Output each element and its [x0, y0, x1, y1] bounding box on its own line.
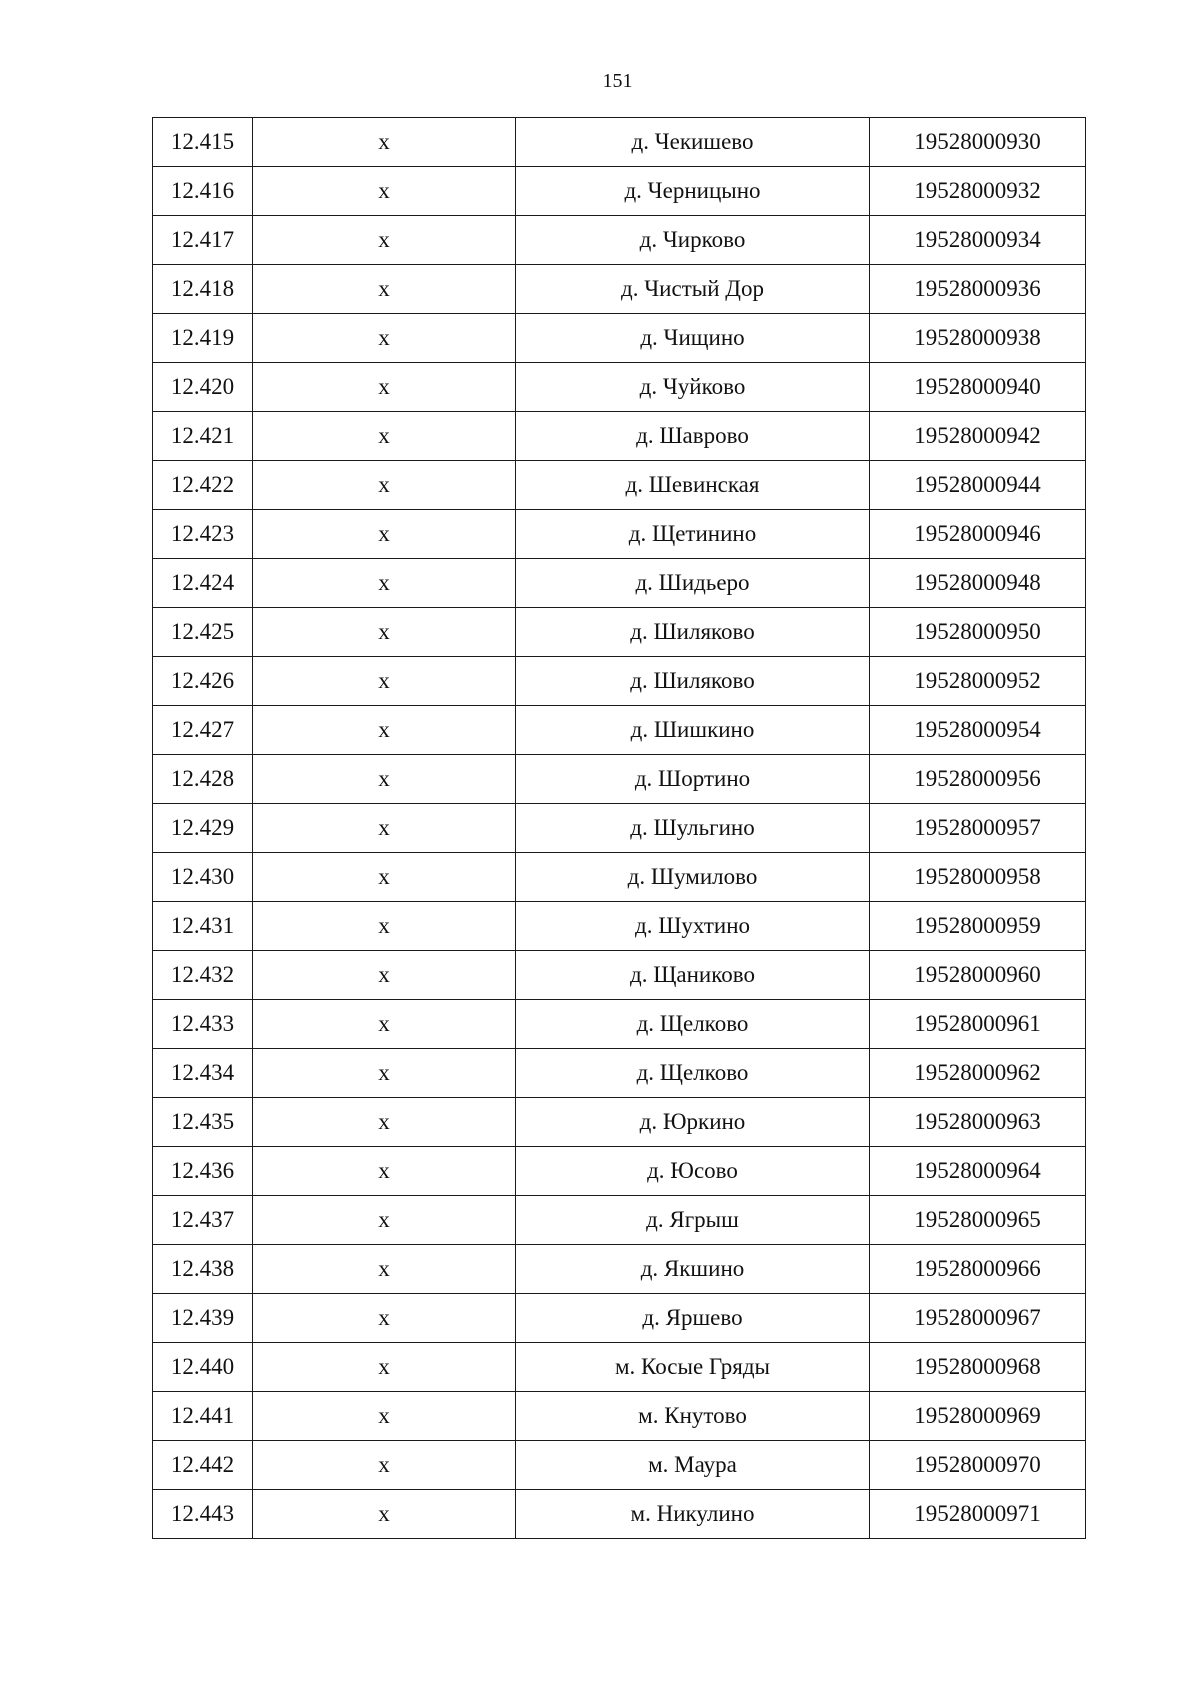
- settlement-name-cell: д. Щаниково: [516, 951, 870, 1000]
- table-row: [153, 118, 1086, 167]
- table-row: [153, 1441, 1086, 1490]
- row-number-cell: 12.439: [153, 1294, 253, 1343]
- row-number-cell: 12.429: [153, 804, 253, 853]
- oktmo-code-cell: 19528000944: [870, 461, 1086, 510]
- code-cell: х: [253, 608, 516, 657]
- code-cell: х: [253, 265, 516, 314]
- row-number-cell: 12.415: [153, 118, 253, 167]
- row-number-cell: 12.417: [153, 216, 253, 265]
- code-cell: х: [253, 461, 516, 510]
- code-cell: х: [253, 1441, 516, 1490]
- row-number-cell: 12.443: [153, 1490, 253, 1539]
- code-cell: х: [253, 118, 516, 167]
- row-number-cell: 12.422: [153, 461, 253, 510]
- oktmo-code-cell: 19528000957: [870, 804, 1086, 853]
- table-row: [153, 1245, 1086, 1294]
- settlement-name-cell: м. Маура: [516, 1441, 870, 1490]
- row-number-cell: 12.430: [153, 853, 253, 902]
- oktmo-code-cell: 19528000956: [870, 755, 1086, 804]
- code-cell: х: [253, 1294, 516, 1343]
- code-cell: х: [253, 1049, 516, 1098]
- settlement-name-cell: д. Якшино: [516, 1245, 870, 1294]
- table-row: [153, 1196, 1086, 1245]
- table-row: [153, 755, 1086, 804]
- code-cell: х: [253, 1098, 516, 1147]
- row-number-cell: 12.416: [153, 167, 253, 216]
- table-row: [153, 804, 1086, 853]
- settlement-name-cell: д. Шидьеро: [516, 559, 870, 608]
- settlement-name-cell: д. Юркино: [516, 1098, 870, 1147]
- settlement-name-cell: м. Никулино: [516, 1490, 870, 1539]
- code-cell: х: [253, 902, 516, 951]
- row-number-cell: 12.425: [153, 608, 253, 657]
- table-row: [153, 559, 1086, 608]
- oktmo-code-cell: 19528000950: [870, 608, 1086, 657]
- table-row: [153, 461, 1086, 510]
- table-row: [153, 167, 1086, 216]
- table-row: [153, 363, 1086, 412]
- code-cell: х: [253, 804, 516, 853]
- oktmo-code-cell: 19528000962: [870, 1049, 1086, 1098]
- code-cell: х: [253, 1490, 516, 1539]
- code-cell: х: [253, 510, 516, 559]
- code-cell: х: [253, 314, 516, 363]
- table-row: [153, 510, 1086, 559]
- code-cell: х: [253, 216, 516, 265]
- oktmo-code-cell: 19528000958: [870, 853, 1086, 902]
- row-number-cell: 12.438: [153, 1245, 253, 1294]
- code-cell: х: [253, 1147, 516, 1196]
- table-row: [153, 1000, 1086, 1049]
- oktmo-code-cell: 19528000967: [870, 1294, 1086, 1343]
- code-cell: х: [253, 559, 516, 608]
- settlement-name-cell: д. Яршево: [516, 1294, 870, 1343]
- code-cell: х: [253, 412, 516, 461]
- row-number-cell: 12.442: [153, 1441, 253, 1490]
- settlement-name-cell: д. Щелково: [516, 1049, 870, 1098]
- table-body: [153, 118, 1086, 1539]
- table-row: [153, 706, 1086, 755]
- settlement-name-cell: д. Чищино: [516, 314, 870, 363]
- oktmo-code-cell: 19528000965: [870, 1196, 1086, 1245]
- row-number-cell: 12.434: [153, 1049, 253, 1098]
- row-number-cell: 12.436: [153, 1147, 253, 1196]
- code-cell: х: [253, 1245, 516, 1294]
- table-row: [153, 314, 1086, 363]
- code-cell: х: [253, 706, 516, 755]
- table-row: [153, 608, 1086, 657]
- settlements-table: [152, 117, 1086, 1539]
- settlement-name-cell: д. Шульгино: [516, 804, 870, 853]
- code-cell: х: [253, 167, 516, 216]
- oktmo-code-cell: 19528000954: [870, 706, 1086, 755]
- oktmo-code-cell: 19528000963: [870, 1098, 1086, 1147]
- oktmo-code-cell: 19528000938: [870, 314, 1086, 363]
- oktmo-code-cell: 19528000968: [870, 1343, 1086, 1392]
- code-cell: х: [253, 363, 516, 412]
- oktmo-code-cell: 19528000948: [870, 559, 1086, 608]
- oktmo-code-cell: 19528000932: [870, 167, 1086, 216]
- settlement-name-cell: д. Черницыно: [516, 167, 870, 216]
- row-number-cell: 12.441: [153, 1392, 253, 1441]
- table-row: [153, 1490, 1086, 1539]
- table-row: [153, 265, 1086, 314]
- oktmo-code-cell: 19528000961: [870, 1000, 1086, 1049]
- code-cell: х: [253, 755, 516, 804]
- table-row: [153, 1343, 1086, 1392]
- table-row: [153, 1049, 1086, 1098]
- row-number-cell: 12.428: [153, 755, 253, 804]
- table-row: [153, 902, 1086, 951]
- settlement-name-cell: д. Шишкино: [516, 706, 870, 755]
- oktmo-code-cell: 19528000936: [870, 265, 1086, 314]
- settlement-name-cell: м. Кнутово: [516, 1392, 870, 1441]
- code-cell: х: [253, 1000, 516, 1049]
- oktmo-code-cell: 19528000946: [870, 510, 1086, 559]
- table-row: [153, 657, 1086, 706]
- table-row: [153, 951, 1086, 1000]
- code-cell: х: [253, 1392, 516, 1441]
- oktmo-code-cell: 19528000970: [870, 1441, 1086, 1490]
- code-cell: х: [253, 853, 516, 902]
- settlement-name-cell: д. Шортино: [516, 755, 870, 804]
- row-number-cell: 12.418: [153, 265, 253, 314]
- table-row: [153, 1147, 1086, 1196]
- row-number-cell: 12.424: [153, 559, 253, 608]
- oktmo-code-cell: 19528000930: [870, 118, 1086, 167]
- page-number: 151: [602, 70, 633, 92]
- oktmo-code-cell: 19528000952: [870, 657, 1086, 706]
- code-cell: х: [253, 1343, 516, 1392]
- code-cell: х: [253, 657, 516, 706]
- row-number-cell: 12.433: [153, 1000, 253, 1049]
- settlement-name-cell: д. Щетинино: [516, 510, 870, 559]
- settlement-name-cell: д. Щелково: [516, 1000, 870, 1049]
- row-number-cell: 12.426: [153, 657, 253, 706]
- row-number-cell: 12.437: [153, 1196, 253, 1245]
- oktmo-code-cell: 19528000969: [870, 1392, 1086, 1441]
- code-cell: х: [253, 951, 516, 1000]
- oktmo-code-cell: 19528000960: [870, 951, 1086, 1000]
- table-row: [153, 1098, 1086, 1147]
- oktmo-code-cell: 19528000959: [870, 902, 1086, 951]
- row-number-cell: 12.440: [153, 1343, 253, 1392]
- table-row: [153, 1294, 1086, 1343]
- row-number-cell: 12.435: [153, 1098, 253, 1147]
- row-number-cell: 12.420: [153, 363, 253, 412]
- table-row: [153, 216, 1086, 265]
- settlement-name-cell: д. Шумилово: [516, 853, 870, 902]
- settlement-name-cell: д. Чирково: [516, 216, 870, 265]
- settlement-name-cell: д. Ягрыш: [516, 1196, 870, 1245]
- oktmo-code-cell: 19528000966: [870, 1245, 1086, 1294]
- oktmo-code-cell: 19528000964: [870, 1147, 1086, 1196]
- settlement-name-cell: м. Косые Гряды: [516, 1343, 870, 1392]
- table-row: [153, 1392, 1086, 1441]
- code-cell: х: [253, 1196, 516, 1245]
- table-row: [153, 412, 1086, 461]
- settlement-name-cell: д. Чекишево: [516, 118, 870, 167]
- oktmo-code-cell: 19528000971: [870, 1490, 1086, 1539]
- oktmo-code-cell: 19528000934: [870, 216, 1086, 265]
- settlement-name-cell: д. Чуйково: [516, 363, 870, 412]
- row-number-cell: 12.419: [153, 314, 253, 363]
- settlement-name-cell: д. Шухтино: [516, 902, 870, 951]
- settlement-name-cell: д. Чистый Дор: [516, 265, 870, 314]
- row-number-cell: 12.432: [153, 951, 253, 1000]
- settlement-name-cell: д. Шевинская: [516, 461, 870, 510]
- row-number-cell: 12.431: [153, 902, 253, 951]
- settlement-name-cell: д. Шиляково: [516, 608, 870, 657]
- table-row: [153, 853, 1086, 902]
- row-number-cell: 12.421: [153, 412, 253, 461]
- settlement-name-cell: д. Юсово: [516, 1147, 870, 1196]
- row-number-cell: 12.427: [153, 706, 253, 755]
- oktmo-code-cell: 19528000942: [870, 412, 1086, 461]
- settlement-name-cell: д. Шиляково: [516, 657, 870, 706]
- row-number-cell: 12.423: [153, 510, 253, 559]
- settlement-name-cell: д. Шаврово: [516, 412, 870, 461]
- oktmo-code-cell: 19528000940: [870, 363, 1086, 412]
